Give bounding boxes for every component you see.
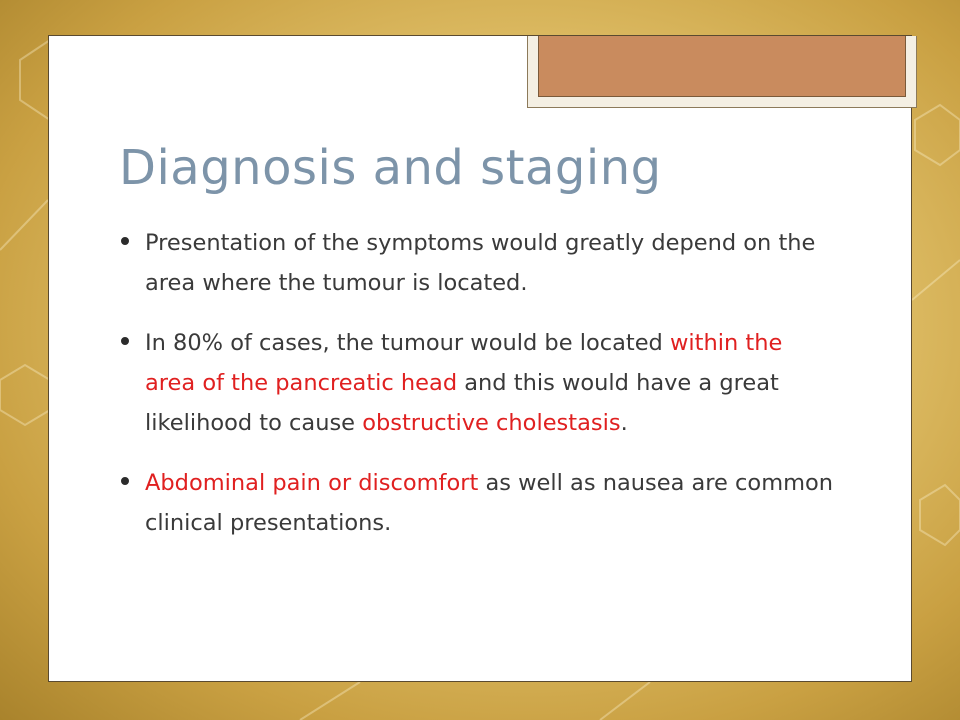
bullet-text: as well as nausea are common clinical presentations. (145, 470, 834, 536)
decorative-tab-fill (538, 36, 906, 97)
bullet-text: Presentation of the symptoms would greatly depend on the area where the tumour is located. (145, 230, 816, 296)
bullet-item (118, 463, 838, 543)
bullet-list (118, 223, 838, 563)
highlighted-text: within the area of the pancreatic head (145, 330, 783, 396)
bullet-text: and this would have a great likelihood to cause (145, 370, 779, 436)
slide-title: Diagnosis and staging (119, 140, 662, 196)
bullet-item (118, 223, 838, 303)
highlighted-text: obstructive cholestasis (362, 410, 621, 436)
bullet-item (118, 323, 838, 443)
bullet-text: In 80% of cases, the tumour would be located (145, 330, 670, 356)
highlighted-text: Abdominal pain or discomfort (145, 470, 479, 496)
bullet-text: . (620, 410, 628, 436)
decorative-tab (527, 36, 917, 108)
